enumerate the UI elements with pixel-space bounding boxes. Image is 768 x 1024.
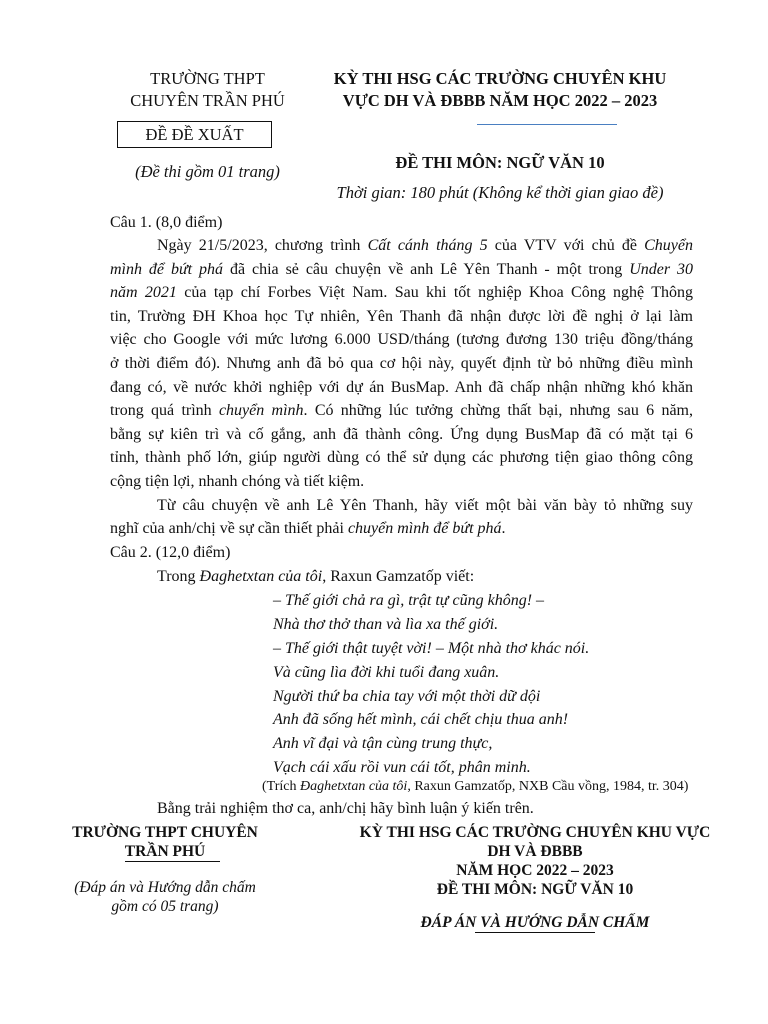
answer-key-label: ĐÁP ÁN VÀ HƯỚNG DẪN CHẤM [420, 914, 650, 931]
school-name [100, 68, 315, 112]
poem [273, 589, 589, 780]
intro-text: , Raxun Gamzatốp viết: [322, 568, 475, 585]
answer-school-line1: TRƯỜNG THPT CHUYÊN [72, 824, 258, 841]
school-name-line1: TRƯỜNG THPT [150, 69, 265, 88]
poem-line: Vạch cái xấu rồi vun cái tốt, phân minh. [273, 759, 531, 777]
passage-line: tin, Trường ĐH Khoa học Tự nhiên, Yên Thanh đã nhận được lời đề nghị ở lại làm [110, 307, 693, 325]
emphasis-text: chuyển mình để bứt phá [347, 520, 502, 538]
list-title: Under 30 [629, 260, 693, 278]
question2-intro [157, 566, 474, 588]
answer-note-line2: gồm có 05 trang) [111, 898, 219, 915]
prompt-text: . [501, 520, 506, 538]
proposal-box [117, 121, 272, 148]
answer-exam-title [300, 823, 768, 899]
passage-line [110, 281, 693, 305]
answer-pages-note [55, 878, 275, 916]
answer-key-underline [475, 932, 595, 933]
passage-line: việc cho Google với mức lương 6.000 USD/tháng (tương đương 130 triệu đồng/tháng [110, 331, 693, 349]
question1-heading: Câu 1. (8,0 điểm) [110, 214, 223, 231]
prompt-line: Từ câu chuyện về anh Lê Yên Thanh, hãy viết một bài văn bày tỏ những suy [157, 496, 693, 514]
passage-line: tỉnh, thành phố lớn, giúp người dùng có thể sử dụng các phương tiện giao thông công [110, 449, 693, 467]
emphasis-text: chuyển mình [218, 402, 304, 420]
exam-time: Thời gian: 180 phút (Không kể thời gian giao đề) [336, 183, 664, 202]
poem-line: – Thế giới thật tuyệt vời! – Một nhà thơ khác nói. [273, 639, 590, 657]
poem-line: Và cũng lìa đời khi tuổi đang xuân. [273, 663, 500, 681]
poem-line: – Thế giới chả ra gì, trật tự cũng không! – [273, 592, 545, 609]
theme-title: mình để bứt phá [110, 260, 224, 278]
poem-line: Nhà thơ thở than và lìa xa thế giới. [273, 615, 499, 633]
answer-title-line3: NĂM HỌC 2022 – 2023 [456, 862, 614, 879]
passage-line: bằng sự kiên trì và cố gắng, anh đã thành công. Ứng dụng BusMap đã có mặt tại 6 [110, 425, 693, 443]
passage-text: Ngày 21/5/2023, chương trình [157, 237, 368, 254]
answer-title-line4: ĐỀ THI MÔN: NGỮ VĂN 10 [436, 881, 634, 898]
poem-line: Người thứ ba chia tay với một thời dữ dội [273, 687, 541, 705]
passage-line [110, 258, 693, 282]
poem-citation [262, 777, 688, 797]
passage-text: trong quá trình [110, 402, 219, 420]
list-title: năm 2021 [110, 284, 177, 302]
prompt-line [110, 517, 693, 541]
citation-text: , Raxun Gamzatốp, NXB Cầu vồng, 1984, tr. 304) [407, 779, 689, 794]
passage-line: đang có, về nước khởi nghiệp với dự án BusMap. Anh đã chấp nhận những khó khăn [110, 378, 693, 396]
passage-text: đã chia sẻ câu chuyện về anh Lê Yên Thanh - một trong [223, 260, 630, 278]
answer-school-name [55, 823, 275, 861]
passage-line: ở thời điểm đó). Nhưng anh đã bỏ qua cơ hội này, quyết định từ bỏ những điều mình [110, 354, 693, 372]
passage-text: . Có những lúc tưởng chừng thất bại, nhưng sau 6 năm, [303, 402, 694, 420]
answer-note-line1: (Đáp án và Hướng dẫn chấm [74, 879, 256, 896]
book-title: Đaghetxtan của tôi [300, 779, 408, 794]
book-title: Đaghetxtan của tôi [199, 568, 323, 585]
exam-title-line2: VỰC DH VÀ ĐBBB NĂM HỌC 2022 – 2023 [342, 91, 658, 110]
passage-line [157, 234, 693, 258]
answer-title-line1: KỲ THI HSG CÁC TRƯỜNG CHUYÊN KHU VỰC [359, 824, 711, 841]
prompt-text: nghĩ của anh/chị về sự cần thiết phải [110, 520, 348, 538]
answer-school-line2: TRẦN PHÚ [124, 843, 206, 860]
passage-text: của tạp chí Forbes Việt Nam. Sau khi tốt nghiệp Khoa Công nghệ Thông [176, 284, 693, 302]
pages-note: (Đề thi gồm 01 trang) [135, 162, 280, 181]
title-underline [477, 124, 617, 125]
poem-line: Anh vĩ đại và tận cùng trung thực, [273, 735, 493, 753]
theme-title: Chuyển [644, 237, 693, 254]
passage-line [110, 399, 693, 423]
question1-passage [110, 234, 693, 541]
question2-task: Bằng trải nghiệm thơ ca, anh/chị hãy bình luận ý kiến trên. [157, 800, 534, 817]
school-underline [125, 861, 220, 862]
intro-text: Trong [157, 568, 200, 585]
passage-text: của VTV với chủ đề [487, 237, 645, 254]
school-name-line2: CHUYÊN TRẦN PHÚ [130, 91, 285, 110]
program-title: Cất cánh tháng 5 [367, 237, 488, 254]
citation-text: (Trích [262, 779, 300, 794]
question2-heading: Câu 2. (12,0 điểm) [110, 544, 231, 561]
exam-title-line1: KỲ THI HSG CÁC TRƯỜNG CHUYÊN KHU [333, 69, 667, 88]
exam-title [300, 68, 700, 112]
answer-title-line2: DH VÀ ĐBBB [487, 843, 583, 860]
poem-line: Anh đã sống hết mình, cái chết chịu thua anh! [273, 711, 569, 729]
passage-line: cộng tiện lợi, nhanh chóng và tiết kiệm. [110, 472, 365, 490]
proposal-box-label: ĐỀ ĐỀ XUẤT [145, 125, 244, 144]
subject-title: ĐỀ THI MÔN: NGỮ VĂN 10 [395, 153, 605, 172]
